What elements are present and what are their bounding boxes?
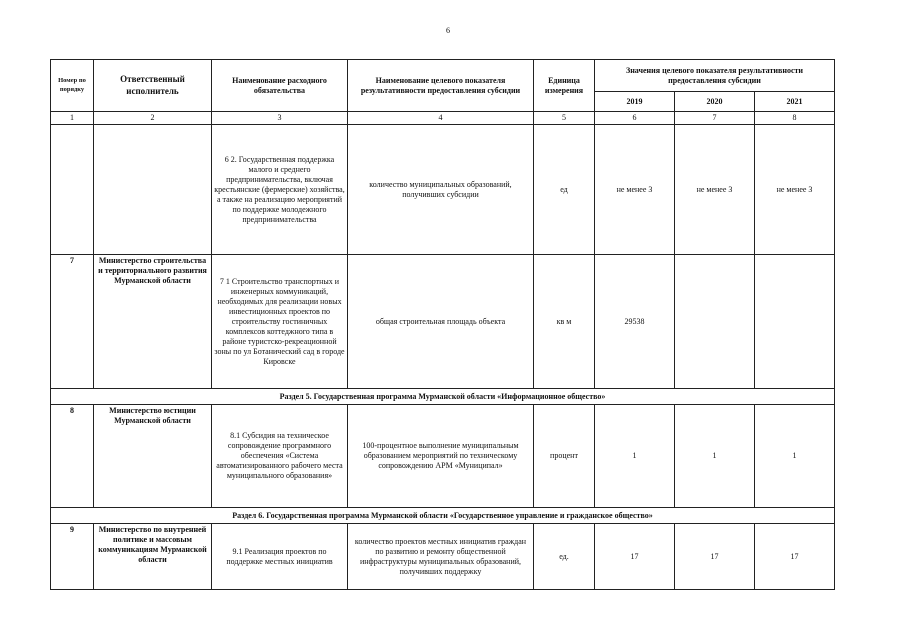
row-executor — [94, 125, 212, 255]
row-number — [51, 125, 94, 255]
section-row — [51, 508, 835, 524]
row-value-2021: 17 — [755, 524, 835, 590]
section-row — [51, 389, 835, 405]
row-value-2021 — [755, 255, 835, 389]
col-number: 7 — [675, 112, 755, 125]
section-title: Раздел 6. Государственная программа Мурманской области «Государственное управление и гражданское общество» — [51, 508, 835, 524]
row-expense: 8.1 Субсидия на техническое сопровождение программного обеспечения «Система автоматизированного рабочего места муниципального образования» — [212, 405, 348, 508]
header-num: Номер по порядку — [51, 60, 94, 112]
row-value-2019: не менее 3 — [595, 125, 675, 255]
table-row — [51, 255, 835, 389]
page-number: 6 — [446, 26, 450, 35]
header-2021: 2021 — [755, 92, 835, 112]
col-number: 5 — [534, 112, 595, 125]
row-executor: Министерство строительства и территориального развития Мурманской области — [94, 255, 212, 389]
row-value-2021: 1 — [755, 405, 835, 508]
col-number: 3 — [212, 112, 348, 125]
row-indicator: количество муниципальных образований, получивших субсидии — [348, 125, 534, 255]
targets-table — [50, 59, 835, 590]
table-row — [51, 125, 835, 255]
row-expense: 9.1 Реализация проектов по поддержке местных инициатив — [212, 524, 348, 590]
row-indicator: количество проектов местных инициатив граждан по развитию и ремонту общественной инфраструктуры муниципальных образований, получивших поддержку — [348, 524, 534, 590]
header-row — [51, 60, 835, 92]
row-expense: 7 1 Строительство транспортных и инженерных коммуникаций, необходимых для реализации новых инвестиционных проектов по строительству гостиничных комплексов коттеджного типа в районе туристско-рекреационной зоны по ул Ботанический сад в городе Кировске — [212, 255, 348, 389]
row-unit: ед. — [534, 524, 595, 590]
row-number: 7 — [51, 255, 94, 389]
table-row — [51, 524, 835, 590]
row-value-2019: 29538 — [595, 255, 675, 389]
header-executor: Ответственный исполнитель — [94, 60, 212, 112]
header-values-group: Значения целевого показателя результативности предоставления субсидии — [595, 60, 835, 92]
row-value-2020: 17 — [675, 524, 755, 590]
row-unit: кв м — [534, 255, 595, 389]
row-value-2019: 1 — [595, 405, 675, 508]
row-unit: процент — [534, 405, 595, 508]
header-2019: 2019 — [595, 92, 675, 112]
header-2020: 2020 — [675, 92, 755, 112]
row-expense: 6 2. Государственная поддержка малого и среднего предпринимательства, включая крестьянские (фермерские) хозяйства, а также на реализацию мероприятий по поддержке молодежного предпринимательства — [212, 125, 348, 255]
col-number: 2 — [94, 112, 212, 125]
header-expense: Наименование расходного обязательства — [212, 60, 348, 112]
row-number: 9 — [51, 524, 94, 590]
row-executor: Министерство юстиции Мурманской области — [94, 405, 212, 508]
row-unit: ед — [534, 125, 595, 255]
col-number: 8 — [755, 112, 835, 125]
row-value-2021: не менее 3 — [755, 125, 835, 255]
col-number: 1 — [51, 112, 94, 125]
column-numbers-row — [51, 112, 835, 125]
row-value-2020 — [675, 255, 755, 389]
row-number: 8 — [51, 405, 94, 508]
row-value-2020: 1 — [675, 405, 755, 508]
header-indicator: Наименование целевого показателя результативности предоставления субсидии — [348, 60, 534, 112]
row-indicator: общая строительная площадь объекта — [348, 255, 534, 389]
header-unit: Единица измерения — [534, 60, 595, 112]
col-number: 6 — [595, 112, 675, 125]
row-value-2019: 17 — [595, 524, 675, 590]
row-executor: Министерство по внутренней политике и массовым коммуникациям Мурманской области — [94, 524, 212, 590]
section-title: Раздел 5. Государственная программа Мурманской области «Информационное общество» — [51, 389, 835, 405]
row-value-2020: не менее 3 — [675, 125, 755, 255]
col-number: 4 — [348, 112, 534, 125]
row-indicator: 100-процентное выполнение муниципальным образованием мероприятий по техническому сопровождению АРМ «Муниципал» — [348, 405, 534, 508]
table-row — [51, 405, 835, 508]
